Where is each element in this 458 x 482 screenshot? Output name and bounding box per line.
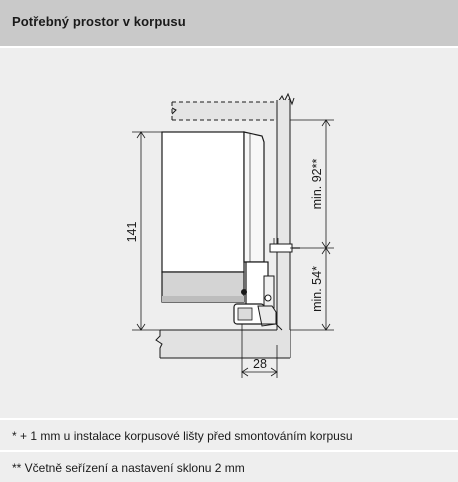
section-title: Potřebný prostor v korpusu bbox=[12, 14, 186, 29]
footnote-text: * + 1 mm u instalace korpusové lišty před smontováním korpusu bbox=[12, 429, 353, 443]
label-min-92: min. 92** bbox=[310, 158, 324, 210]
label-min-54: min. 54* bbox=[310, 266, 324, 312]
label-height-141: 141 bbox=[125, 221, 139, 243]
technical-drawing bbox=[0, 48, 458, 410]
cabinet-side-panel bbox=[277, 94, 294, 358]
label-width-28: 28 bbox=[253, 357, 267, 371]
cabinet-bottom-board bbox=[156, 330, 290, 358]
footnote-single-asterisk bbox=[0, 418, 458, 450]
cabinet-space-diagram bbox=[0, 48, 458, 410]
footnote-double-asterisk bbox=[0, 450, 458, 482]
footnote-text: ** Včetně seřízení a nastavení sklonu 2 mm bbox=[12, 461, 245, 475]
section-header bbox=[0, 0, 458, 48]
cabinet-top-board bbox=[172, 96, 290, 120]
